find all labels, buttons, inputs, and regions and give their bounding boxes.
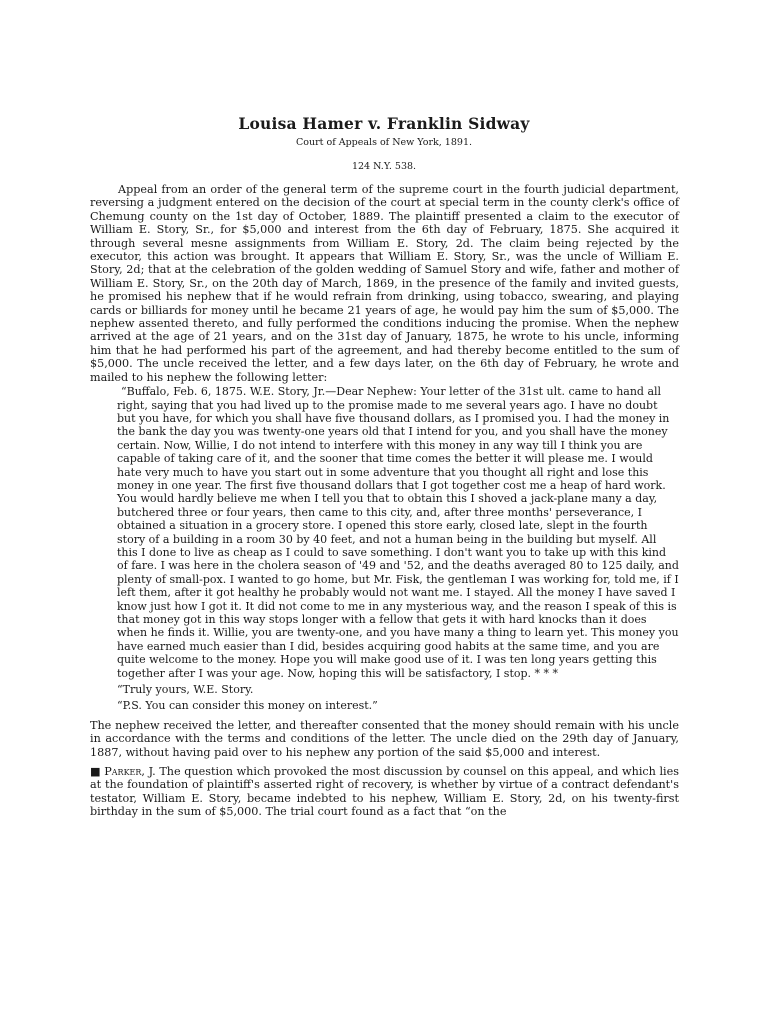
judge-name: Parker bbox=[104, 765, 142, 779]
letter-postscript: “P.S. You can consider this money on interest.” bbox=[117, 699, 378, 713]
quoted-letter: “Buffalo, Feb. 6, 1875. W.E. Story, Jr.—Dear Nephew: Your letter of the 31st ult. came to hand all right, saying that you had lived up to the promise made to me several years ago. I have no doubt but you have, for which you shall have five thousand dollars, as I promised you. I had the money in the bank the day you was twenty-one years old that I intend for you, and you shall have the money certain. Now, Willie, I do not intend to interfere with this money in any way till I think you are capable of taking care of it, and the sooner that time comes the better it will please me. I would hate very much to have you start out in some adventure that you thought all right and lose this money in one year. The first five thousand dollars that I got together cost me a heap of hard work. You would hardly believe me when I tell you that to obtain this I shoved a jack-plane many a day, butchered three or four years, then came to this city, and, after three months' perseverance, I obtained a situation in a grocery store. I opened this store early, closed late, slept in the fourth story of a building in a room 30 by 40 feet, and not a human being in the building but myself. All this I done to live as cheap as I could to save something. I don't want you to take up with this kind of fare. I was here in the cholera season of '49 and '52, and the deaths averaged 80 to 125 daily, and plenty of small-pox. I wanted to go home, but Mr. Fisk, the gentleman I was working for, told me, if I left them, after it got healthy he probably would not want me. I stayed. All the money I have saved I know just how I got it. It did not come to me in any mysterious way, and the reason I speak of this is that money got in this way stops longer with a fellow that gets it with hard knocks than it does when he finds it. Willie, you are twenty-one, and you have many a thing to learn yet. This money you have earned much easier than I did, besides acquiring good habits at the same time, and you are quite welcome to the money. Hope you will make good use of it. I was ten long years getting this together after I was your age. Now, hoping this will be satisfactory, I stop. * * * bbox=[117, 385, 679, 680]
intro-paragraph: Appeal from an order of the general term of the supreme court in the fourth judicial department, reversing a judgment entered on the decision of the court at special term in the county clerk's office of Chemung county on the 1st day of October, 1889. The plaintiff presented a claim to the executor of William E. Story, Sr., for $5,000 and interest from the 6th day of February, 1875. She acquired it through several mesne assignments from William E. Story, 2d. The claim being rejected by the executor, this action was brought. It appears that William E. Story, Sr., was the uncle of William E. Story, 2d; that at the celebration of the golden wedding of Samuel Story and wife, father and mother of William E. Story, Sr., on the 20th day of March, 1869, in the presence of the family and invited guests, he promised his nephew that if he would refrain from drinking, using tobacco, swearing, and playing cards or billiards for money until he became 21 years of age, he would pay him the sum of $5,000. The nephew assented thereto, and fully performed the conditions inducing the promise. When the nephew arrived at the age of 21 years, and on the 31st day of January, 1875, he wrote to his uncle, informing him that he had performed his part of the agreement, and had thereby become entitled to the sum of $5,000. The uncle received the letter, and a few days later, on the 6th day of February, he wrote and mailed to his nephew the following letter: bbox=[90, 183, 679, 384]
case-title: Louisa Hamer v. Franklin Sidway bbox=[238, 114, 530, 133]
opinion-marker: ■ bbox=[90, 765, 101, 779]
opinion-body bbox=[90, 183, 679, 819]
opinion-text: , J. The question which provoked the most discussion by counsel on this appeal, and which lies at the foundation of plaintiff's asserted right of recovery, is whether by virtue of a contract defendant's testator, William E. Story, became indebted to his nephew, William E. Story, 2d, on his twenty-first birthday in the sum of $5,000. The trial court found as a fact that “on the bbox=[90, 765, 679, 819]
court-name: Court of Appeals of New York, 1891. bbox=[295, 137, 473, 148]
letter-signoff: “Truly yours, W.E. Story. bbox=[117, 683, 254, 697]
after-letter-paragraph: The nephew received the letter, and thereafter consented that the money should remain with his uncle in accordance with the terms and conditions of the letter. The uncle died on the 29th day of January, 1887, without having paid over to his nephew any portion of the said $5,000 and interest. bbox=[90, 718, 679, 759]
opinion-paragraph bbox=[90, 765, 679, 819]
case-citation: 124 N.Y. 538. bbox=[351, 161, 417, 172]
